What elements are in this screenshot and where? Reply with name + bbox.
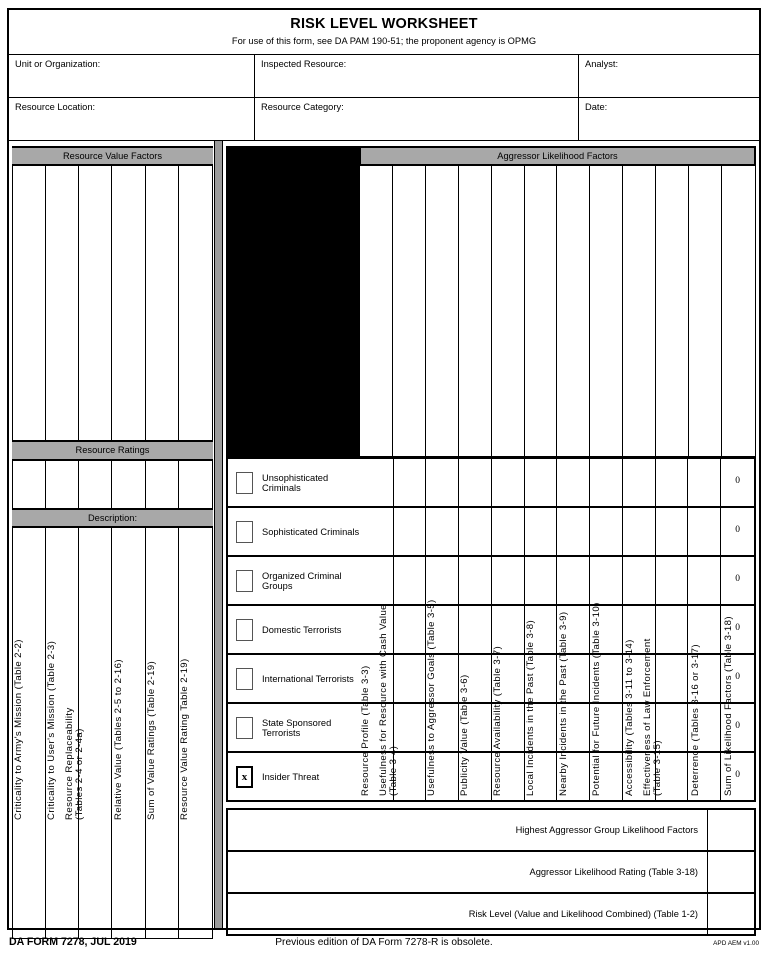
aggressor-factor-cell[interactable]: [426, 655, 459, 702]
aggressor-factor-cell[interactable]: [426, 704, 459, 751]
aggressor-factor-cell[interactable]: [525, 508, 558, 555]
aggressor-factor-cell[interactable]: [459, 459, 492, 506]
aggressor-factor-cell[interactable]: [426, 753, 459, 800]
column-label-text: Usefulness to Aggressor Goals (Table 3-5): [425, 599, 437, 796]
resource-value-column[interactable]: [46, 166, 79, 938]
summary-row-label: Highest Aggressor Group Likelihood Factors: [515, 825, 698, 835]
aggressor-row[interactable]: [226, 555, 756, 606]
aggressor-factor-cell[interactable]: [558, 606, 591, 653]
aggressor-factor-cell[interactable]: [492, 459, 525, 506]
aggressor-factor-cell[interactable]: [689, 459, 722, 506]
aggressor-column[interactable]: [689, 166, 722, 456]
aggressor-column[interactable]: [525, 166, 558, 456]
aggressor-factor-cell[interactable]: [361, 753, 394, 800]
resource-value-grid: [12, 166, 213, 939]
sum-of-likelihood-factors-cell[interactable]: 0: [735, 525, 740, 535]
aggressor-group-cell[interactable]: [228, 606, 361, 653]
resource-value-column[interactable]: [113, 166, 146, 938]
aggressor-group-cell[interactable]: [228, 704, 361, 751]
aggressor-factor-cell[interactable]: [525, 655, 558, 702]
aggressor-column-grid: [359, 166, 756, 457]
field-date[interactable]: [578, 98, 759, 140]
summary-row-value[interactable]: [707, 810, 754, 850]
column-label-text: Resource Availability (Table 3-7): [491, 645, 503, 796]
column-label-text: Publicity Value (Table 3-6): [458, 674, 470, 796]
field-label: Analyst:: [585, 59, 619, 69]
aggressor-factor-cell[interactable]: [394, 655, 427, 702]
aggressor-factor-cell[interactable]: [361, 655, 394, 702]
aggressor-group-label: International Terrorists: [262, 673, 354, 684]
aggressor-factor-cell[interactable]: [689, 508, 722, 555]
aggressor-factor-cell[interactable]: [394, 606, 427, 653]
title-band: [9, 10, 759, 55]
field-resource-location[interactable]: [9, 98, 254, 140]
sum-of-likelihood-factors-cell[interactable]: 0: [735, 770, 740, 780]
aggressor-factor-cell[interactable]: [656, 606, 689, 653]
field-analyst[interactable]: [578, 55, 759, 97]
resource-value-column[interactable]: [179, 166, 212, 938]
aggressor-group-cell[interactable]: [228, 655, 361, 702]
aggressor-group-cell[interactable]: [228, 508, 361, 555]
form-id: DA FORM 7278, JUL 2019: [9, 936, 137, 948]
aggressor-factor-cell[interactable]: [492, 508, 525, 555]
aggressor-factor-cell[interactable]: [689, 753, 722, 800]
aggressor-row[interactable]: [226, 653, 756, 704]
field-resource-category[interactable]: [254, 98, 578, 140]
aggressor-factor-cell[interactable]: [623, 508, 656, 555]
aggressor-checkbox[interactable]: [236, 717, 253, 739]
aggressor-factor-cell[interactable]: [394, 557, 427, 604]
aggressor-column[interactable]: [492, 166, 525, 456]
sum-of-likelihood-factors-cell[interactable]: 0: [735, 574, 740, 584]
column-label: Relative Value (Tables 2-5 to 2-16): [112, 658, 124, 820]
aggressor-row[interactable]: [226, 604, 756, 655]
resource-value-factors-header: Resource Value Factors: [12, 146, 213, 166]
column-label-text: Potential for Future Incidents (Table 3-10): [591, 602, 603, 796]
aggressor-factor-cell[interactable]: [558, 704, 591, 751]
field-unit-or-organization[interactable]: [9, 55, 254, 97]
aggressor-column[interactable]: [459, 166, 492, 456]
summary-row-label: Aggressor Likelihood Rating (Table 3-18): [529, 867, 698, 877]
column-label: Resource Value Rating Table 2-19): [179, 658, 191, 820]
aggressor-group-cell[interactable]: [228, 753, 361, 800]
aggressor-factor-cell[interactable]: [459, 557, 492, 604]
aggressor-factor-cell[interactable]: [623, 704, 656, 751]
aggressor-group-label: Unsophisticated Criminals: [262, 472, 329, 493]
aggressor-factor-cell[interactable]: [525, 557, 558, 604]
aggressor-checkbox[interactable]: [236, 668, 253, 690]
aggressor-factor-cell[interactable]: [492, 606, 525, 653]
sum-of-likelihood-factors-cell[interactable]: 0: [735, 721, 740, 731]
summary-row[interactable]: [226, 808, 756, 852]
aggressor-factor-cell[interactable]: [361, 557, 394, 604]
aggressor-factor-cell[interactable]: [426, 508, 459, 555]
aggressor-column[interactable]: [623, 166, 656, 456]
aggressor-column[interactable]: [590, 166, 623, 456]
aggressor-factor-cell[interactable]: [394, 508, 427, 555]
aggressor-factor-cell[interactable]: [689, 704, 722, 751]
aggressor-checkbox[interactable]: [236, 619, 253, 641]
column-label-text: Usefulness for Resource with Cash Value (Table 3-4): [377, 604, 399, 796]
footer-note: Previous edition of DA Form 7278-R is obsolete.: [275, 937, 493, 948]
aggressor-value-cells: [361, 753, 754, 800]
field-label: Inspected Resource:: [261, 59, 347, 69]
aggressor-group-label: Organized Criminal Groups: [262, 570, 342, 591]
aggressor-likelihood-factors-header: Aggressor Likelihood Factors: [359, 146, 756, 166]
aggressor-factor-cell[interactable]: [394, 704, 427, 751]
form-footer: [7, 936, 761, 960]
aggressor-row[interactable]: [226, 457, 756, 508]
aggressor-factor-cell[interactable]: [426, 557, 459, 604]
black-filler-box: [226, 146, 359, 457]
aggressor-factor-cell[interactable]: [623, 753, 656, 800]
aggressor-group-label: State Sponsored Terrorists: [262, 717, 332, 738]
resource-value-column[interactable]: [64, 166, 112, 938]
aggressor-factor-cell[interactable]: [590, 655, 623, 702]
aggressor-row[interactable]: [226, 751, 756, 802]
header-row-2: [9, 98, 759, 141]
sum-of-likelihood-factors-cell[interactable]: 0: [735, 476, 740, 486]
field-inspected-resource[interactable]: [254, 55, 578, 97]
aggressor-factor-cell[interactable]: [656, 557, 689, 604]
aggressor-factor-cell[interactable]: [459, 753, 492, 800]
aggressor-column[interactable]: [722, 166, 755, 456]
footer-version: APD AEM v1.00: [713, 940, 759, 947]
aggressor-factor-cell[interactable]: [459, 508, 492, 555]
aggressor-group-label: Insider Threat: [262, 771, 320, 782]
resource-value-column[interactable]: [146, 166, 179, 938]
aggressor-value-cells: [361, 508, 754, 555]
aggressor-factor-cell[interactable]: [689, 557, 722, 604]
column-label-text: Deterrence (Tables 3-16 or 3-17): [690, 644, 702, 796]
aggressor-factor-cell[interactable]: [656, 508, 689, 555]
aggressor-checkbox[interactable]: [236, 472, 253, 494]
aggressor-factor-cell[interactable]: [459, 704, 492, 751]
aggressor-checkbox[interactable]: x: [236, 766, 253, 788]
aggressor-factor-cell[interactable]: [361, 459, 394, 506]
summary-rows: [226, 808, 756, 936]
aggressor-factor-cell[interactable]: [590, 508, 623, 555]
aggressor-factor-cell[interactable]: [558, 655, 591, 702]
aggressor-factor-cell[interactable]: [590, 459, 623, 506]
aggressor-row[interactable]: [226, 506, 756, 557]
aggressor-group-label: Domestic Terrorists: [262, 624, 342, 635]
aggressor-factor-cell[interactable]: [525, 606, 558, 653]
form-frame: [7, 8, 761, 930]
column-label-text: Effectiveness of Law Enforcement (Table 3-15): [642, 638, 664, 796]
resource-ratings-band: Resource Ratings: [12, 440, 213, 461]
header-row-1: [9, 55, 759, 98]
aggressor-group-cell[interactable]: [228, 459, 361, 506]
resource-value-column[interactable]: [13, 166, 46, 938]
aggressor-factor-cell[interactable]: [558, 508, 591, 555]
summary-row-value[interactable]: [707, 894, 754, 934]
aggressor-column[interactable]: [656, 166, 689, 456]
column-label: Criticality to Army's Mission (Table 2-2): [13, 639, 25, 820]
aggressor-value-cells: [361, 606, 754, 653]
column-label: Resource Replaceability (Tables 2-4 or 2-4a): [64, 707, 86, 820]
column-label: Criticality to User's Mission (Table 2-3): [46, 640, 58, 820]
aggressor-factor-cell[interactable]: [623, 606, 656, 653]
summary-row[interactable]: [226, 850, 756, 894]
field-label: Resource Location:: [15, 102, 96, 112]
aggressor-factor-cell[interactable]: [459, 655, 492, 702]
aggressor-factor-cell[interactable]: [656, 753, 689, 800]
summary-row[interactable]: [226, 892, 756, 936]
aggressor-factor-cell[interactable]: [426, 459, 459, 506]
aggressor-factor-cell[interactable]: [656, 459, 689, 506]
page-title: RISK LEVEL WORKSHEET: [290, 16, 478, 32]
aggressor-factor-cell[interactable]: [525, 704, 558, 751]
aggressor-factor-cell[interactable]: [558, 557, 591, 604]
aggressor-factor-cell[interactable]: [426, 606, 459, 653]
aggressor-factor-cell[interactable]: [656, 655, 689, 702]
column-label-text: Sum of Likelihood Factors (Table 3-18): [723, 616, 735, 796]
field-label: Date:: [585, 102, 608, 112]
column-label: Sum of Value Ratings (Table 2-19): [145, 660, 157, 820]
aggressor-row[interactable]: [226, 702, 756, 753]
aggressor-group-label: Sophisticated Criminals: [262, 526, 360, 537]
aggressor-checkbox[interactable]: [236, 521, 253, 543]
aggressor-factor-cell[interactable]: [623, 655, 656, 702]
aggressor-column[interactable]: [558, 166, 591, 456]
aggressor-column[interactable]: [393, 166, 426, 456]
form-subtitle: For use of this form, see DA PAM 190-51; the proponent agency is OPMG: [231, 36, 537, 46]
aggressor-column[interactable]: [426, 166, 459, 456]
aggressor-factor-cell[interactable]: [492, 655, 525, 702]
aggressor-factor-cell[interactable]: [492, 704, 525, 751]
aggressor-column[interactable]: [360, 166, 393, 456]
aggressor-group-cell[interactable]: [228, 557, 361, 604]
aggressor-factor-cell[interactable]: [558, 753, 591, 800]
summary-row-label: Risk Level (Value and Likelihood Combined) (Table 1-2): [468, 909, 698, 919]
aggressor-factor-cell[interactable]: [459, 606, 492, 653]
aggressor-factor-cell[interactable]: [689, 655, 722, 702]
aggressor-value-cells: [361, 704, 754, 751]
aggressor-factor-cell[interactable]: [361, 704, 394, 751]
aggressor-factor-cell[interactable]: [558, 459, 591, 506]
aggressor-factor-cell[interactable]: [394, 753, 427, 800]
column-label-text: Accessibility (Tables 3-11 to 3-14): [624, 639, 636, 796]
column-label-text: Nearby Incidents in the Past (Table 3-9): [558, 611, 570, 796]
aggressor-factor-cell[interactable]: [394, 459, 427, 506]
aggressor-factor-cell[interactable]: [492, 557, 525, 604]
column-label-text: Resource Profile (Table 3-3): [359, 665, 371, 796]
column-label-text: Local Incidents in the Past (Table 3-8): [524, 619, 536, 796]
aggressor-factor-cell[interactable]: [361, 508, 394, 555]
aggressor-factor-cell[interactable]: [623, 459, 656, 506]
aggressor-rows: [226, 457, 756, 808]
aggressor-factor-cell[interactable]: [525, 753, 558, 800]
summary-row-value[interactable]: [707, 852, 754, 892]
aggressor-checkbox[interactable]: [236, 570, 253, 592]
aggressor-factor-cell[interactable]: [590, 704, 623, 751]
field-label: Unit or Organization:: [15, 59, 101, 69]
aggressor-factor-cell[interactable]: [590, 557, 623, 604]
section-divider: [214, 141, 223, 928]
aggressor-factor-cell[interactable]: [590, 753, 623, 800]
description-band: Description:: [12, 508, 213, 528]
field-label: Resource Category:: [261, 102, 344, 112]
aggressor-factor-cell[interactable]: [361, 606, 394, 653]
aggressor-value-cells: [361, 655, 754, 702]
aggressor-value-cells: [361, 459, 754, 506]
sum-of-likelihood-factors-cell[interactable]: 0: [735, 623, 740, 633]
aggressor-factor-cell[interactable]: [656, 704, 689, 751]
aggressor-factor-cell[interactable]: [590, 606, 623, 653]
aggressor-likelihood-block: [223, 141, 759, 928]
aggressor-factor-cell[interactable]: [689, 606, 722, 653]
resource-value-factors-block: [9, 141, 213, 928]
aggressor-factor-cell[interactable]: [525, 459, 558, 506]
aggressor-factor-cell[interactable]: [492, 753, 525, 800]
worksheet-body: [9, 141, 759, 928]
aggressor-factor-cell[interactable]: [623, 557, 656, 604]
sum-of-likelihood-factors-cell[interactable]: 0: [735, 672, 740, 682]
aggressor-value-cells: [361, 557, 754, 604]
